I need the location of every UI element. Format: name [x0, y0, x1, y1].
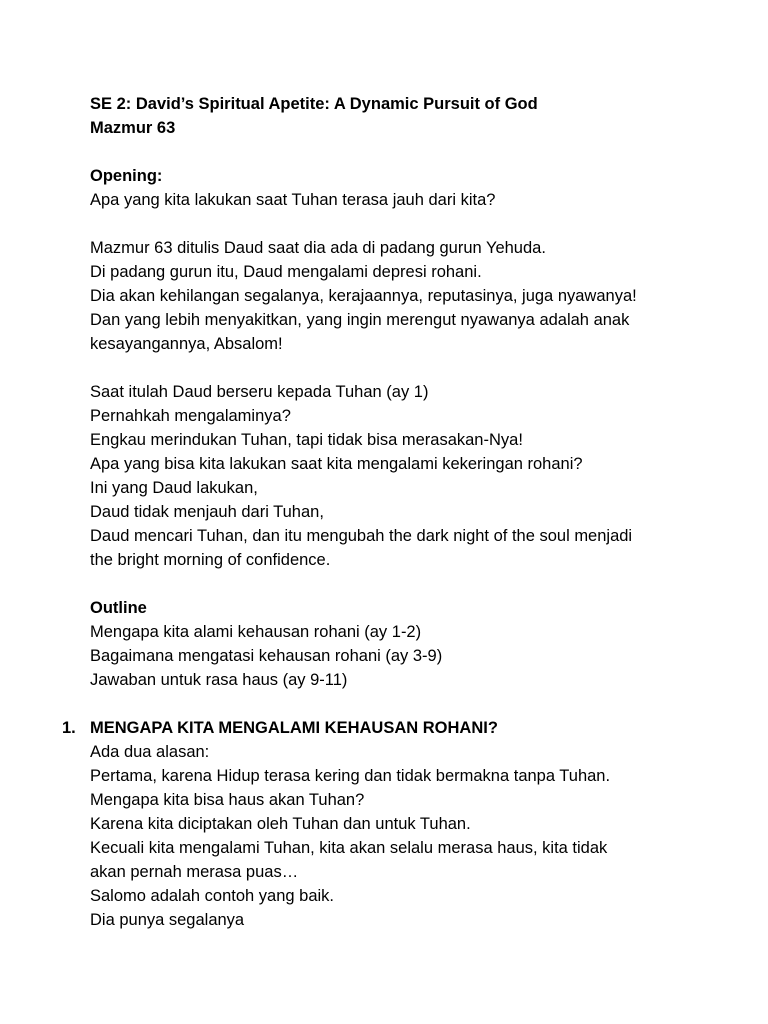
paragraph-david-cries — [90, 380, 690, 572]
outline-heading: Outline — [90, 599, 147, 617]
paragraph-line: Pernahkah mengalaminya? — [90, 407, 291, 425]
paragraph-line: Saat itulah Daud berseru kepada Tuhan (ay 1) — [90, 383, 429, 401]
section-line: Karena kita diciptakan oleh Tuhan dan untuk Tuhan. — [90, 815, 471, 833]
section-line: Kecuali kita mengalami Tuhan, kita akan selalu merasa haus, kita tidak — [90, 839, 608, 857]
document-title: SE 2: David’s Spiritual Apetite: A Dynamic Pursuit of God — [90, 95, 538, 113]
section-line: Mengapa kita bisa haus akan Tuhan? — [90, 791, 365, 809]
paragraph-line: Daud mencari Tuhan, dan itu mengubah the dark night of the soul menjadi — [90, 527, 633, 545]
paragraph-line: Ini yang Daud lakukan, — [90, 479, 258, 497]
outline-item: Mengapa kita alami kehausan rohani (ay 1-2) — [90, 623, 422, 641]
section-number: 1. — [62, 719, 76, 737]
section-line: Pertama, karena Hidup terasa kering dan tidak bermakna tanpa Tuhan. — [90, 767, 611, 785]
paragraph-line: the bright morning of confidence. — [90, 551, 331, 569]
section-line: Dia punya segalanya — [90, 911, 245, 929]
paragraph-line: Di padang gurun itu, Daud mengalami depresi rohani. — [90, 263, 482, 281]
outline-list — [90, 620, 690, 692]
spacer — [90, 572, 690, 596]
spacer — [90, 692, 690, 716]
paragraph-context — [90, 236, 690, 356]
paragraph-line: kesayangannya, Absalom! — [90, 335, 283, 353]
section-line: Salomo adalah contoh yang baik. — [90, 887, 335, 905]
section-line: Ada dua alasan: — [90, 743, 210, 761]
document-subtitle: Mazmur 63 — [90, 119, 176, 137]
section-line: akan pernah merasa puas… — [90, 863, 299, 881]
spacer — [90, 140, 690, 164]
paragraph-line: Daud tidak menjauh dari Tuhan, — [90, 503, 324, 521]
spacer — [90, 356, 690, 380]
paragraph-line: Engkau merindukan Tuhan, tapi tidak bisa merasakan-Nya! — [90, 431, 523, 449]
document-page — [62, 92, 690, 932]
opening-question: Apa yang kita lakukan saat Tuhan terasa jauh dari kita? — [90, 191, 496, 209]
paragraph-line: Dan yang lebih menyakitkan, yang ingin merengut nyawanya adalah anak — [90, 311, 630, 329]
section-1 — [62, 716, 690, 932]
opening-heading: Opening: — [90, 167, 163, 185]
section-heading: MENGAPA KITA MENGALAMI KEHAUSAN ROHANI? — [90, 719, 498, 737]
spacer — [90, 212, 690, 236]
paragraph-line: Mazmur 63 ditulis Daud saat dia ada di padang gurun Yehuda. — [90, 239, 546, 257]
paragraph-line: Apa yang bisa kita lakukan saat kita mengalami kekeringan rohani? — [90, 455, 583, 473]
outline-item: Jawaban untuk rasa haus (ay 9-11) — [90, 671, 348, 689]
outline-item: Bagaimana mengatasi kehausan rohani (ay 3-9) — [90, 647, 443, 665]
paragraph-line: Dia akan kehilangan segalanya, kerajaannya, reputasinya, juga nyawanya! — [90, 287, 637, 305]
